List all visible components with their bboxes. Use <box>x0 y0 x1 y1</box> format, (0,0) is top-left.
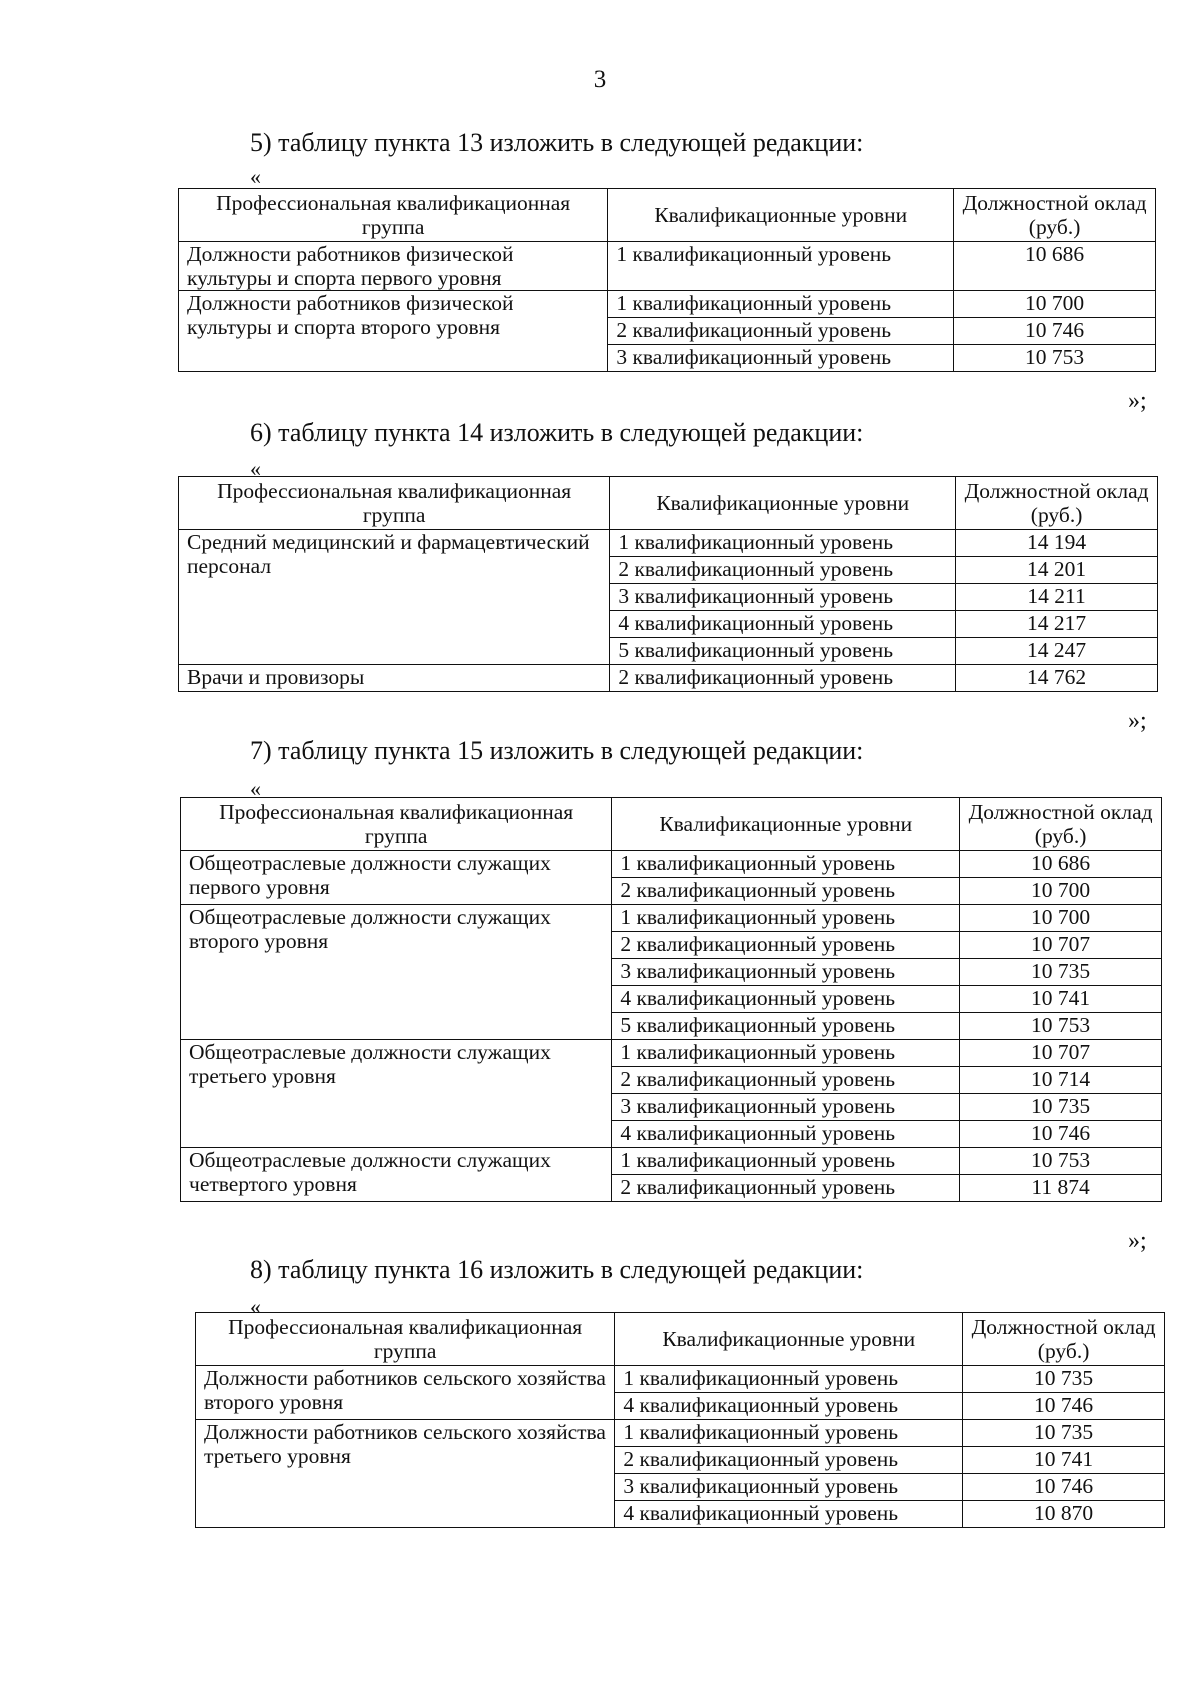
salary-cell: 10 746 <box>954 318 1156 345</box>
group-name-cell: Общеотраслевые должности служащих второго уровня <box>181 905 612 1040</box>
qualification-level-cell: 1 квалификационный уровень <box>615 1366 963 1393</box>
salary-cell: 10 735 <box>963 1420 1165 1447</box>
salary-cell: 10 686 <box>960 851 1162 878</box>
column-header: Должностной оклад (руб.) <box>960 798 1162 851</box>
qualification-level-cell: 2 квалификационный уровень <box>612 1175 960 1202</box>
column-header: Квалификационные уровни <box>610 477 956 530</box>
qualification-level-cell: 3 квалификационный уровень <box>608 345 954 372</box>
close-quote: »; <box>1128 388 1147 414</box>
column-header: Квалификационные уровни <box>615 1313 963 1366</box>
salary-cell: 10 753 <box>954 345 1156 372</box>
salary-cell: 10 741 <box>960 986 1162 1013</box>
table-row <box>181 851 1162 878</box>
qualification-level-cell: 2 квалификационный уровень <box>608 318 954 345</box>
open-quote: « <box>250 1294 261 1319</box>
salary-cell: 10 735 <box>960 1094 1162 1121</box>
section-heading: 8) таблицу пункта 16 изложить в следующей редакции: <box>250 1255 864 1284</box>
salary-cell: 10 753 <box>960 1013 1162 1040</box>
salary-cell: 10 700 <box>960 905 1162 932</box>
qualification-level-cell: 1 квалификационный уровень <box>612 905 960 932</box>
table-row <box>181 1040 1162 1067</box>
salary-cell: 10 746 <box>963 1393 1165 1420</box>
page-number: 3 <box>593 66 607 93</box>
section-heading: 5) таблицу пункта 13 изложить в следующей редакции: <box>250 128 864 157</box>
qualification-level-cell: 2 квалификационный уровень <box>612 878 960 905</box>
table-row <box>179 530 1158 557</box>
table-row <box>181 1148 1162 1175</box>
column-header: Должностной оклад (руб.) <box>956 477 1158 530</box>
group-name-cell: Должности работников физической культуры и спорта второго уровня <box>179 291 608 372</box>
qualification-level-cell: 2 квалификационный уровень <box>615 1447 963 1474</box>
salary-cell: 14 201 <box>956 557 1158 584</box>
group-name-cell: Общеотраслевые должности служащих третьего уровня <box>181 1040 612 1148</box>
group-name-cell: Должности работников физической культуры и спорта первого уровня <box>179 242 608 291</box>
table-header-row <box>196 1313 1165 1366</box>
section-heading: 7) таблицу пункта 15 изложить в следующей редакции: <box>250 736 864 765</box>
salary-cell: 14 762 <box>956 665 1158 692</box>
table-header-row <box>179 477 1158 530</box>
table-row <box>196 1420 1165 1447</box>
group-name-cell: Общеотраслевые должности служащих первого уровня <box>181 851 612 905</box>
column-header: Квалификационные уровни <box>612 798 960 851</box>
table-row <box>196 1366 1165 1393</box>
salary-cell: 10 741 <box>963 1447 1165 1474</box>
salary-cell: 10 870 <box>963 1501 1165 1528</box>
open-quote: « <box>250 776 261 801</box>
salary-cell: 10 746 <box>960 1121 1162 1148</box>
salary-cell: 10 714 <box>960 1067 1162 1094</box>
column-header: Профессиональная квалификационная группа <box>196 1313 615 1366</box>
qualification-level-cell: 4 квалификационный уровень <box>615 1501 963 1528</box>
qualification-level-cell: 1 квалификационный уровень <box>608 291 954 318</box>
qualification-level-cell: 3 квалификационный уровень <box>615 1474 963 1501</box>
salary-table <box>180 797 1162 1202</box>
column-header: Должностной оклад (руб.) <box>954 189 1156 242</box>
qualification-level-cell: 3 квалификационный уровень <box>612 959 960 986</box>
salary-cell: 14 247 <box>956 638 1158 665</box>
salary-table <box>178 476 1158 692</box>
column-header: Профессиональная квалификационная группа <box>179 477 610 530</box>
qualification-level-cell: 1 квалификационный уровень <box>608 242 954 291</box>
group-name-cell: Общеотраслевые должности служащих четвертого уровня <box>181 1148 612 1202</box>
table-row <box>179 242 1156 291</box>
section-heading: 6) таблицу пункта 14 изложить в следующей редакции: <box>250 418 864 447</box>
qualification-level-cell: 4 квалификационный уровень <box>615 1393 963 1420</box>
salary-cell: 10 735 <box>960 959 1162 986</box>
group-name-cell: Врачи и провизоры <box>179 665 610 692</box>
close-quote: »; <box>1128 1228 1147 1254</box>
salary-cell: 10 707 <box>960 932 1162 959</box>
qualification-level-cell: 2 квалификационный уровень <box>612 1067 960 1094</box>
qualification-level-cell: 2 квалификационный уровень <box>610 557 956 584</box>
salary-table <box>195 1312 1165 1528</box>
qualification-level-cell: 1 квалификационный уровень <box>612 1148 960 1175</box>
group-name-cell: Должности работников сельского хозяйства третьего уровня <box>196 1420 615 1528</box>
qualification-level-cell: 1 квалификационный уровень <box>610 530 956 557</box>
qualification-level-cell: 3 квалификационный уровень <box>610 584 956 611</box>
qualification-level-cell: 1 квалификационный уровень <box>612 851 960 878</box>
column-header: Профессиональная квалификационная группа <box>179 189 608 242</box>
qualification-level-cell: 5 квалификационный уровень <box>612 1013 960 1040</box>
group-name-cell: Должности работников сельского хозяйства второго уровня <box>196 1366 615 1420</box>
qualification-level-cell: 2 квалификационный уровень <box>612 932 960 959</box>
salary-cell: 10 700 <box>960 878 1162 905</box>
salary-cell: 10 700 <box>954 291 1156 318</box>
qualification-level-cell: 1 квалификационный уровень <box>615 1420 963 1447</box>
salary-cell: 11 874 <box>960 1175 1162 1202</box>
group-name-cell: Средний медицинский и фармацевтический персонал <box>179 530 610 665</box>
salary-cell: 10 753 <box>960 1148 1162 1175</box>
column-header: Квалификационные уровни <box>608 189 954 242</box>
column-header: Должностной оклад (руб.) <box>963 1313 1165 1366</box>
qualification-level-cell: 4 квалификационный уровень <box>612 1121 960 1148</box>
table-header-row <box>181 798 1162 851</box>
table-row <box>179 291 1156 318</box>
salary-cell: 10 686 <box>954 242 1156 291</box>
qualification-level-cell: 2 квалификационный уровень <box>610 665 956 692</box>
salary-cell: 14 194 <box>956 530 1158 557</box>
qualification-level-cell: 4 квалификационный уровень <box>612 986 960 1013</box>
table-row <box>179 665 1158 692</box>
close-quote: »; <box>1128 708 1147 734</box>
qualification-level-cell: 1 квалификационный уровень <box>612 1040 960 1067</box>
column-header: Профессиональная квалификационная группа <box>181 798 612 851</box>
qualification-level-cell: 5 квалификационный уровень <box>610 638 956 665</box>
qualification-level-cell: 4 квалификационный уровень <box>610 611 956 638</box>
table-header-row <box>179 189 1156 242</box>
table-row <box>181 905 1162 932</box>
open-quote: « <box>250 456 261 481</box>
salary-cell: 14 217 <box>956 611 1158 638</box>
salary-cell: 10 735 <box>963 1366 1165 1393</box>
salary-cell: 10 707 <box>960 1040 1162 1067</box>
salary-table <box>178 188 1156 372</box>
open-quote: « <box>250 164 261 189</box>
qualification-level-cell: 3 квалификационный уровень <box>612 1094 960 1121</box>
salary-cell: 10 746 <box>963 1474 1165 1501</box>
salary-cell: 14 211 <box>956 584 1158 611</box>
